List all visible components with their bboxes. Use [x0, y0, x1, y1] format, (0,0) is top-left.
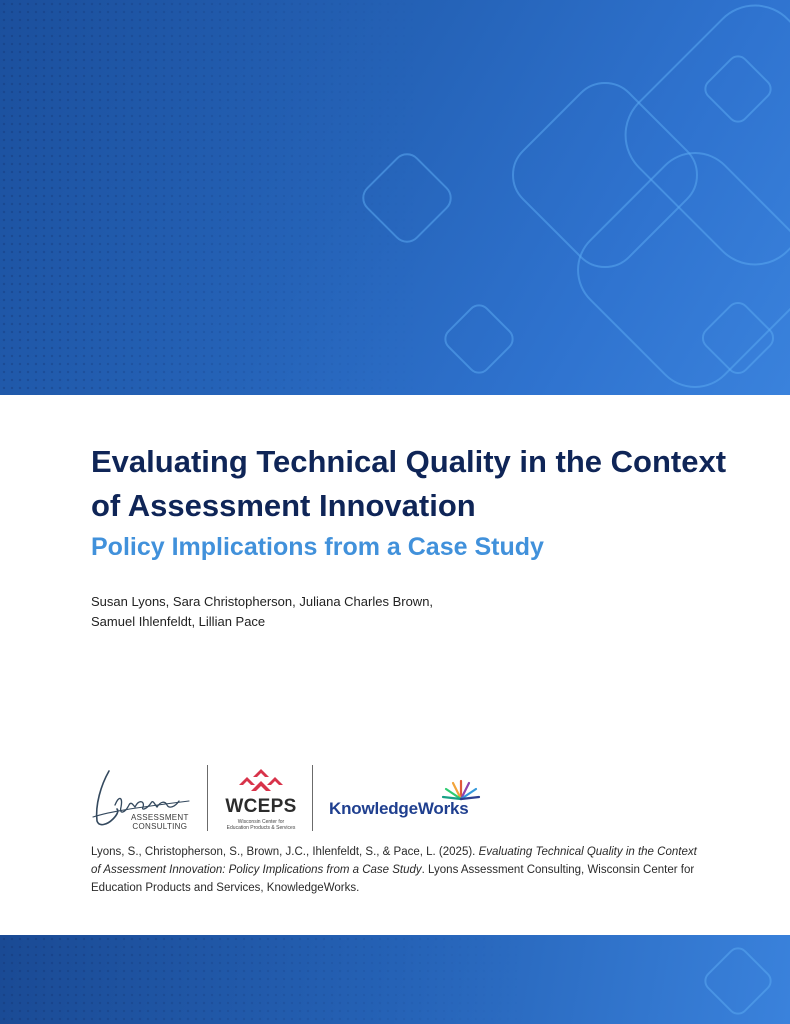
- citation-title: Evaluating Technical Quality in the Context of Assessment Innovation: Policy Implications from a Case Study: [91, 846, 697, 876]
- author-list: [91, 592, 511, 632]
- knowledgeworks-burst-icon: [441, 777, 481, 803]
- logo-divider: [312, 765, 313, 831]
- wceps-logo: [221, 767, 301, 831]
- lyons-tagline-line2: CONSULTING: [132, 822, 188, 831]
- cover-hero-banner: [0, 0, 790, 395]
- lyons-tagline-line1: ASSESSMENT: [131, 813, 189, 822]
- partner-logos: [91, 763, 511, 835]
- citation-authors: Lyons, S., Christopherson, S., Brown, J.C., Ihlenfeldt, S., & Pace, L. (2025).: [91, 846, 476, 858]
- decorative-diamond-shapes: [0, 0, 790, 395]
- wceps-tagline-line1: Wisconsin Center for: [237, 819, 285, 825]
- lyons-logo: [91, 765, 191, 833]
- decorative-diamond-shapes: [0, 935, 790, 1024]
- logo-divider: [207, 765, 208, 831]
- author-line: Samuel Ihlenfeldt, Lillian Pace: [91, 614, 266, 629]
- cover-footer-band: [0, 935, 790, 1024]
- document-subtitle: Policy Implications from a Case Study: [91, 533, 544, 561]
- citation: [91, 843, 706, 897]
- lyons-tagline: [131, 813, 189, 831]
- knowledgeworks-wordmark: KnowledgeWorks: [329, 799, 469, 818]
- citation-publishers: . Lyons Assessment Consulting, Wisconsin Center for Education Products and Services, KnowledgeWorks.: [91, 864, 695, 894]
- wceps-tagline: [221, 819, 301, 831]
- wceps-wordmark: WCEPS: [225, 796, 297, 817]
- author-line: Susan Lyons, Sara Christopherson, Juliana Charles Brown,: [91, 594, 434, 609]
- document-title: Evaluating Technical Quality in the Context of Assessment Innovation: [91, 444, 727, 523]
- wceps-tagline-line2: Education Products & Services: [226, 825, 296, 831]
- knowledgeworks-logo: [329, 777, 489, 827]
- wceps-chevron-mark: [221, 767, 301, 797]
